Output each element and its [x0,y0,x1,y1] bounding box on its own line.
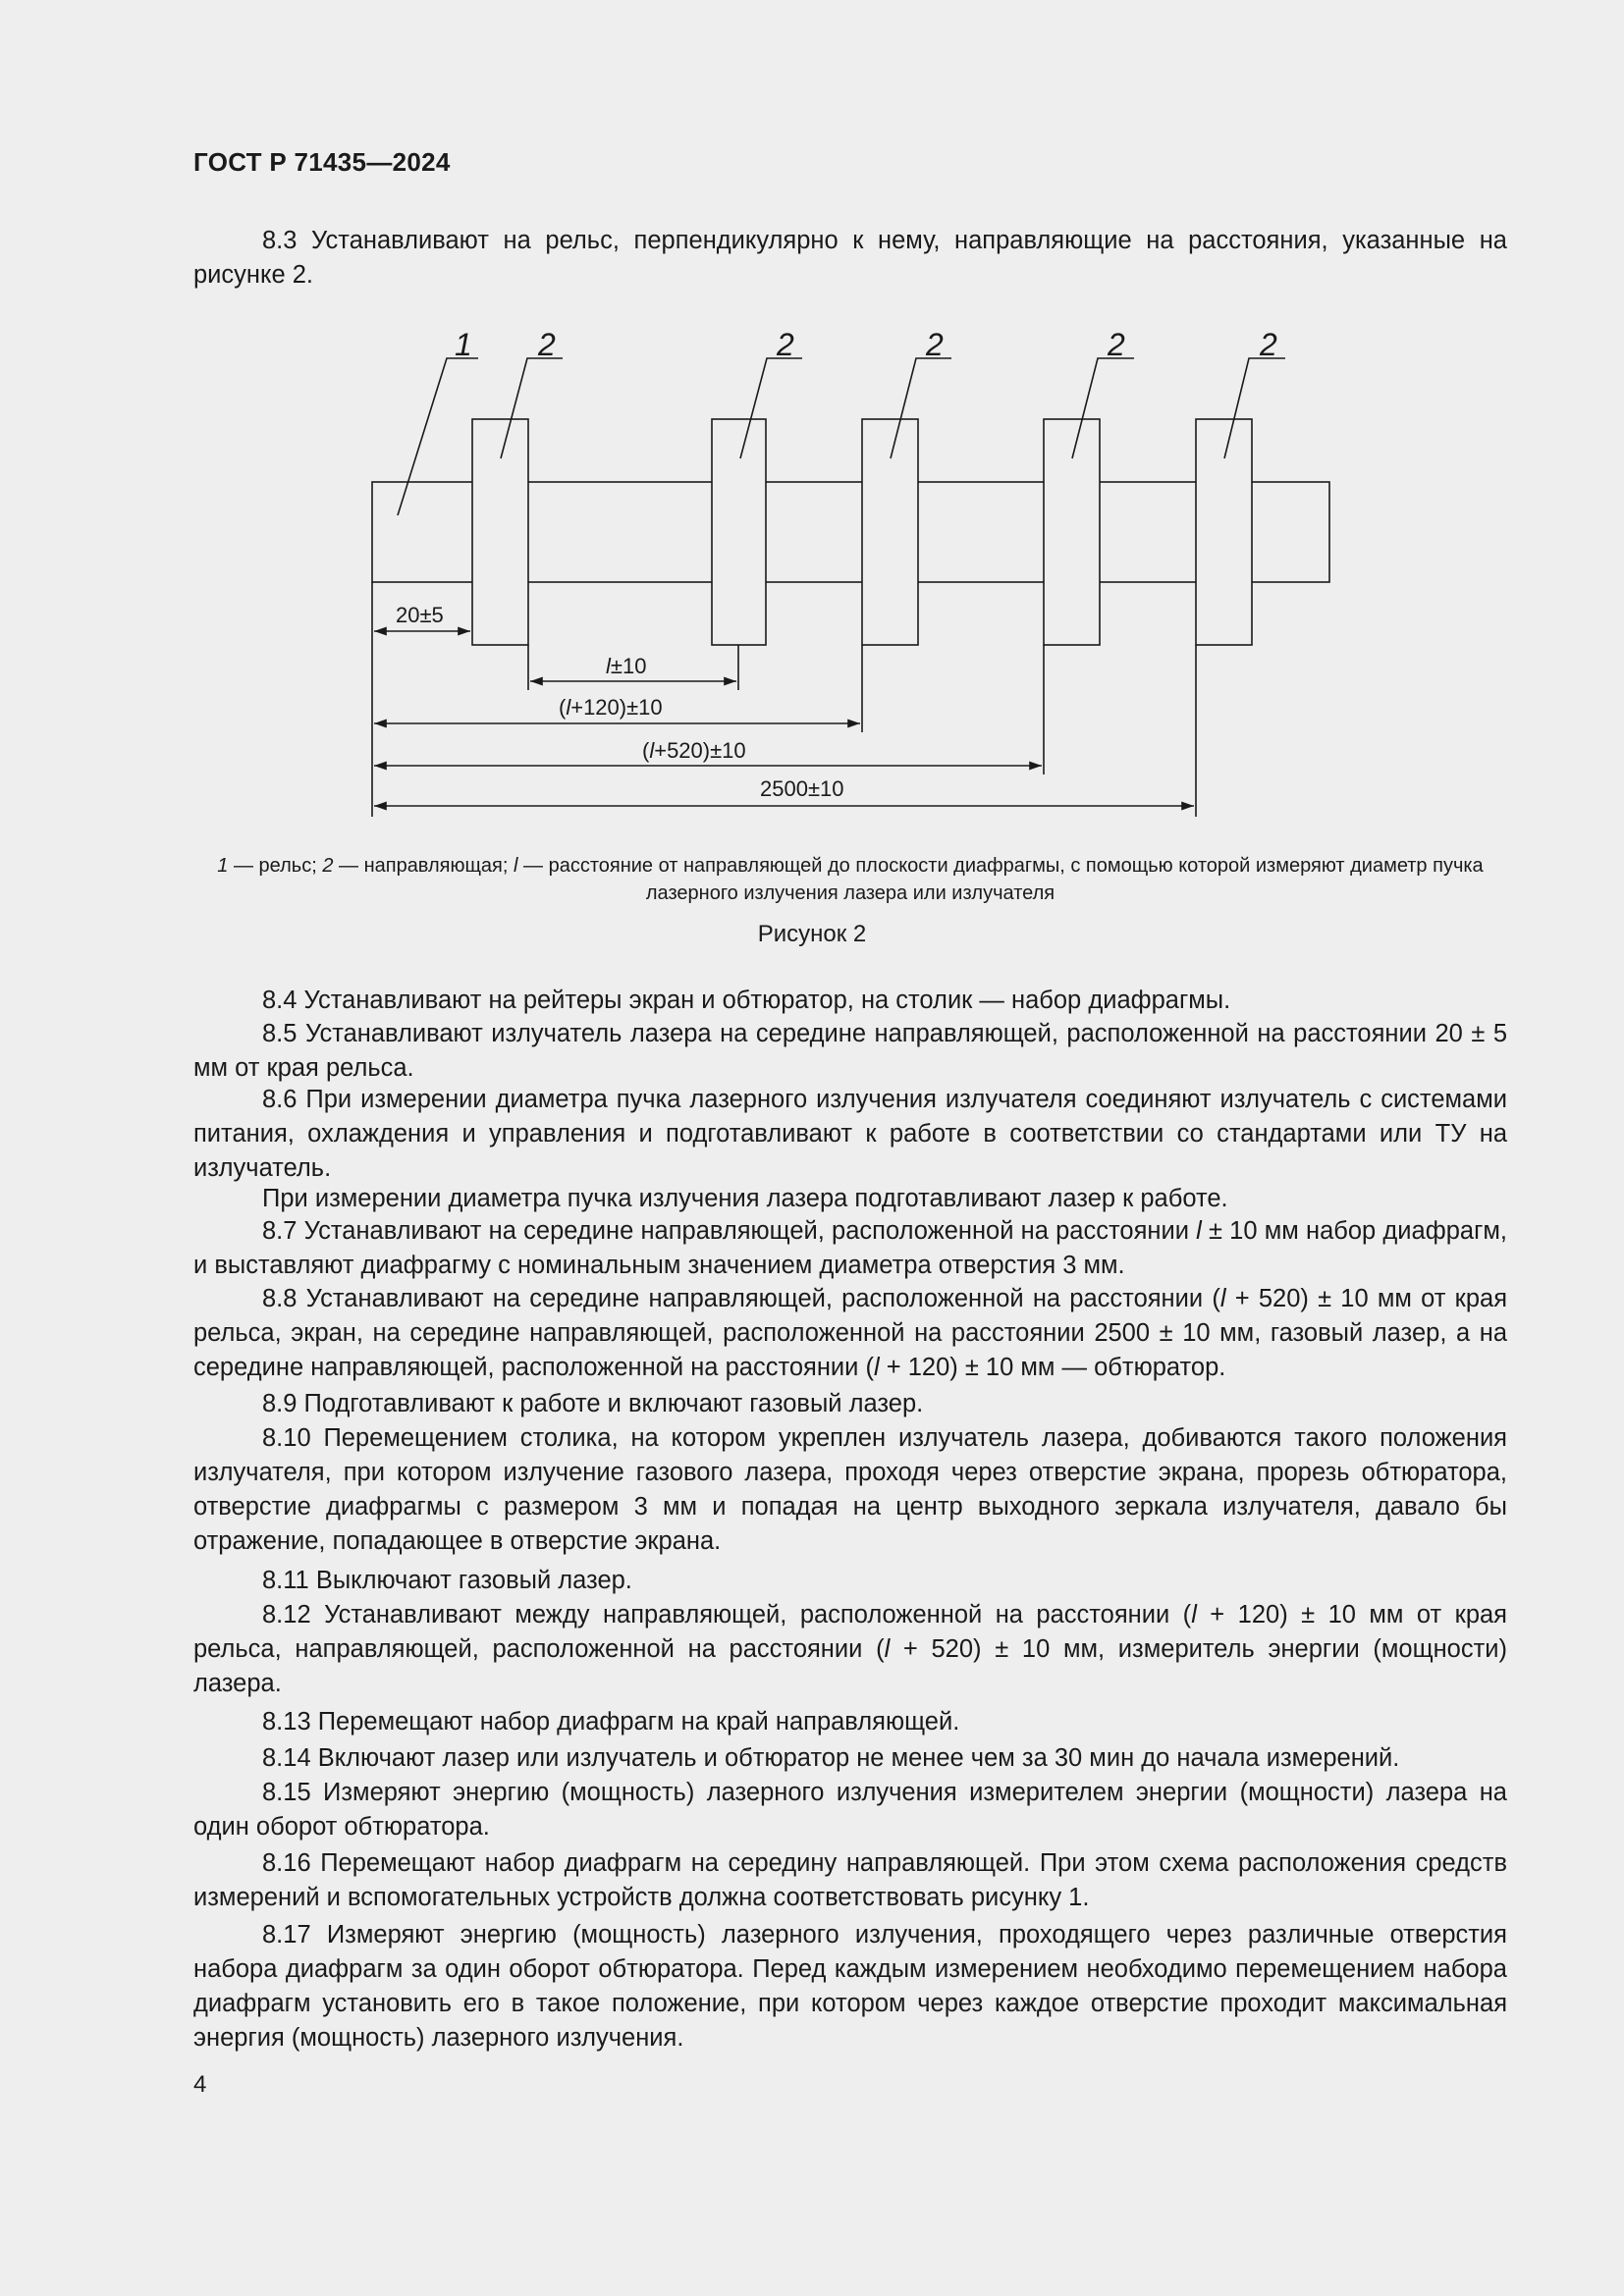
label-guide-5: 2 [1260,327,1277,362]
figure-2-diagram [0,314,1624,844]
paragraph-8-5: 8.5 Устанавливают излучатель лазера на середине направляющей, расположенной на расстоянии 20 ± 5 мм от края рельса. [193,1020,1507,1082]
label-guide-1: 2 [538,327,556,362]
dim-l-120: (l+120)±10 [559,695,663,720]
dim-l-520: (l+520)±10 [642,738,746,763]
paragraph-8-8: 8.8 Устанавливают на середине направляющей, расположенной на расстоянии (l + 520) ± 10 мм от края рельса, экран, на середине направляющей, расположенной на расстоянии 2500 ± 10 мм, газовый лазер, а на середине направляющей, расположенной на расстоянии (l + 120) ± 10 мм — обтюратор. [193,1285,1507,1381]
guide-shape-5 [1196,419,1252,645]
paragraph-8-12: 8.12 Устанавливают между направляющей, расположенной на расстоянии (l + 120) ± 10 мм от края рельса, направляющей, расположенной на расстоянии (l + 520) ± 10 мм, измеритель энергии (мощности) лазера. [193,1601,1507,1697]
paragraph-8-6: 8.6 При измерении диаметра пучка лазерного излучения излучателя соединяют излучатель с системами питания, охлаждения и управления и подготавливают к работе в соответствии со стандартами или ТУ на излучатель. [193,1086,1507,1182]
guide-shape-1 [472,419,528,645]
figure-caption: 1 — рельс; 2 — направляющая; l — расстояние от направляющей до плоскости диафрагмы, с помощью которой измеряют диаметр пучка лазерного излучения лазера или излучателя [217,855,1484,904]
guide-shape-4 [1044,419,1100,645]
paragraph-8-11: 8.11 Выключают газовый лазер. [262,1567,632,1594]
figure-title: Рисунок 2 [757,921,867,947]
paragraph-8-15: 8.15 Измеряют энергию (мощность) лазерного излучения измерителем энергии (мощности) лазера на один оборот обтюратора. [193,1779,1507,1841]
paragraph-8-3: 8.3 Устанавливают на рельс, перпендикулярно к нему, направляющие на расстояния, указанные на рисунке 2. [193,227,1507,289]
paragraph-8-10: 8.10 Перемещением столика, на котором укреплен излучатель лазера, добиваются такого положения излучателя, при котором излучение газового лазера, проходя через отверстие экрана, прорезь обтюратора, отверстие диафрагмы с размером 3 мм и попадая на центр выходного зеркала излучателя, давало бы отражение, попадающее в отверстие экрана. [193,1424,1507,1555]
paragraph-8-13: 8.13 Перемещают набор диафрагм на край направляющей. [262,1708,960,1735]
label-guide-2: 2 [777,327,794,362]
label-guide-3: 2 [926,327,944,362]
dim-20: 20±5 [396,603,444,627]
paragraph-8-9: 8.9 Подготавливают к работе и включают газовый лазер. [262,1390,924,1417]
paragraph-8-6b: При измерении диаметра пучка излучения лазера подготавливают лазер к работе. [262,1185,1228,1212]
paragraph-8-16: 8.16 Перемещают набор диафрагм на середину направляющей. При этом схема расположения средств измерений и вспомогательных устройств должна соответствовать рисунку 1. [193,1849,1507,1911]
label-rail: 1 [455,327,472,362]
paragraph-8-14: 8.14 Включают лазер или излучатель и обтюратор не менее чем за 30 мин до начала измерений. [262,1744,1400,1772]
dim-l: l±10 [606,654,647,678]
dim-2500: 2500±10 [760,776,844,801]
page-number: 4 [193,2071,207,2098]
guide-shape-3 [862,419,918,645]
label-guide-4: 2 [1108,327,1125,362]
paragraph-8-4: 8.4 Устанавливают на рейтеры экран и обтюратор, на столик — набор диафрагмы. [262,987,1231,1014]
document-header: ГОСТ Р 71435—2024 [193,147,451,177]
guide-shape-2 [712,419,766,645]
paragraph-8-17: 8.17 Измеряют энергию (мощность) лазерного излучения, проходящего через различные отверстия набора диафрагм за один оборот обтюратора. Перед каждым измерением необходимо перемещением набора диафрагм установить его в такое положение, при котором через каждое отверстие проходит максимальная энергия (мощность) лазерного излучения. [193,1921,1507,2052]
paragraph-8-7: 8.7 Устанавливают на середине направляющей, расположенной на расстоянии l ± 10 мм набор диафрагм, и выставляют диафрагму с номинальным значением диаметра отверстия 3 мм. [193,1217,1507,1279]
